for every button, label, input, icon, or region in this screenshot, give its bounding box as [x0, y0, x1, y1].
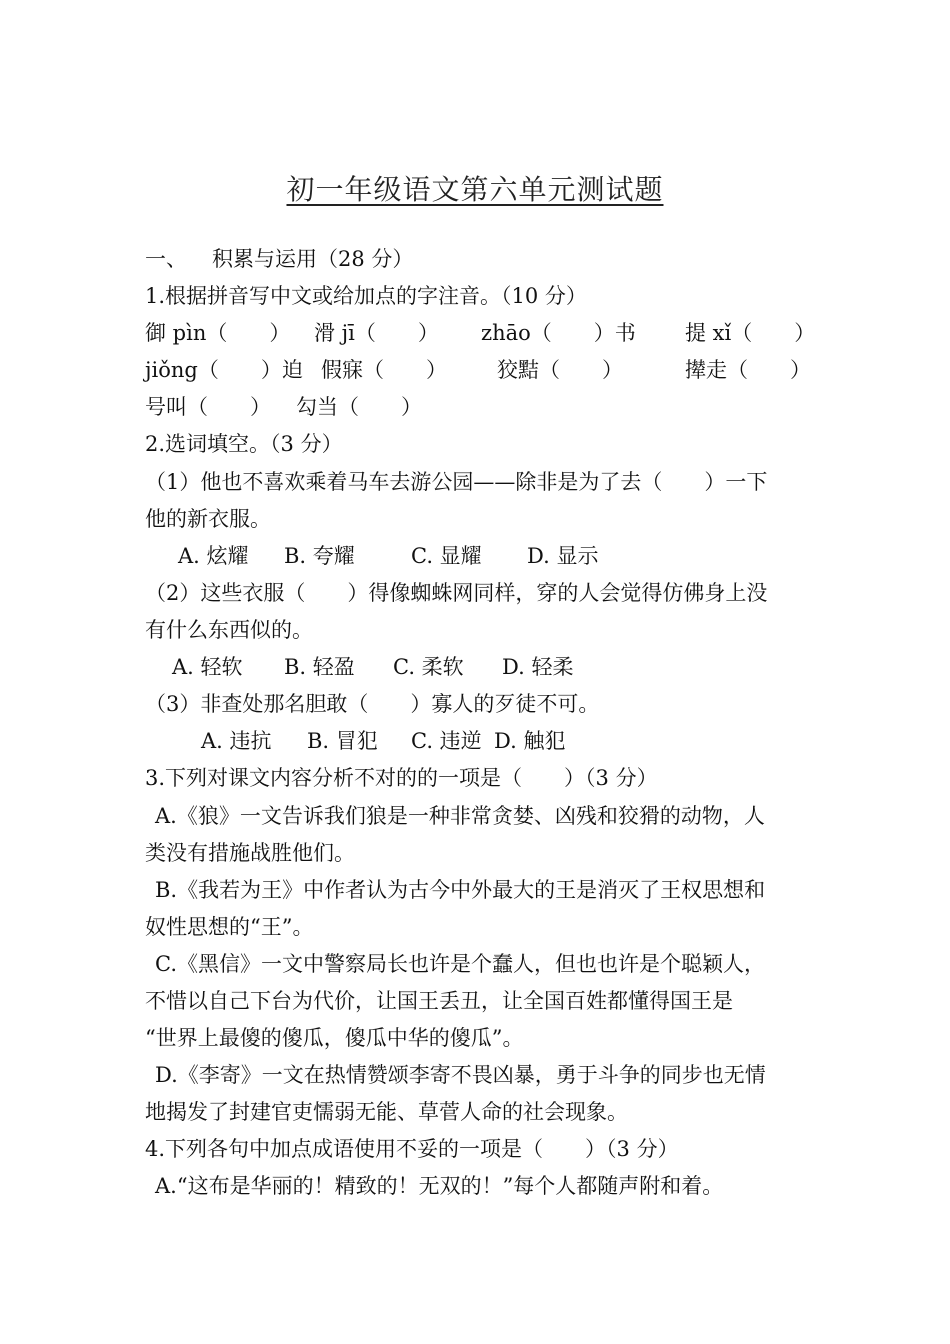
q2-sub1-options	[0, 541, 950, 571]
q2-sub1-text: （1）他也不喜欢乘着马车去游公园——除非是为了去（ ）一下	[145, 470, 768, 494]
q3-option-d-cont: 地揭发了封建官吏懦弱无能、草菅人命的社会现象。	[145, 1100, 628, 1124]
question-1-stem: 1.根据拼音写中文或给加点的字注音。（10 分）	[145, 284, 587, 308]
q1-item: 号叫（ ）	[145, 395, 271, 419]
q2-sub2-text: 有什么东西似的。	[145, 618, 313, 642]
q1-item: 滑 jī（ ）	[314, 321, 439, 345]
q1-item: 勾当（ ）	[296, 395, 422, 419]
q1-item: zhāo（ ）书	[481, 321, 636, 345]
q1-row-3	[0, 392, 950, 422]
q3-option-c-cont: “世界上最傻的傻瓜，傻瓜中华的傻瓜”。	[145, 1026, 524, 1050]
q1-item: 提 xǐ（ ）	[685, 321, 816, 345]
q2-sub3-text: （3）非查处那名胆敢（ ）寡人的歹徒不可。	[145, 692, 600, 716]
question-4-stem: 4.下列各句中加点成语使用不妥的一项是（ ）（3 分）	[145, 1137, 679, 1161]
question-3-stem: 3.下列对课文内容分析不对的的一项是（ ）（3 分）	[145, 766, 658, 790]
option: C. 违逆	[411, 729, 482, 753]
q1-item: jiǒng（ ）迫	[145, 358, 303, 382]
q3-option-b-cont: 奴性思想的“王”。	[145, 915, 314, 939]
q2-sub3-options	[0, 726, 950, 756]
q1-item: 撵走（ ）	[685, 358, 811, 382]
q3-option-a: A.《狼》一文告诉我们狼是一种非常贪婪、凶残和狡猾的动物，人	[155, 804, 765, 828]
option: D. 触犯	[494, 729, 566, 753]
option: C. 显耀	[411, 544, 482, 568]
q2-sub1-text: 他的新衣服。	[145, 507, 271, 531]
q1-item: 狡黠（ ）	[497, 358, 623, 382]
section-heading	[0, 244, 950, 274]
q1-item: 假寐（ ）	[321, 358, 447, 382]
section-number: 一、	[145, 247, 187, 271]
q3-option-c: C.《黑信》一文中警察局长也许是个蠢人，但也也许是个聪颖人，	[155, 952, 765, 976]
q1-row-1	[0, 318, 950, 348]
option: B. 夸耀	[284, 544, 355, 568]
option: B. 轻盈	[284, 655, 355, 679]
option: A. 轻软	[172, 655, 243, 679]
q1-item: 御 pìn（ ）	[145, 321, 291, 345]
page-title: 初一年级语文第六单元测试题	[286, 173, 664, 206]
q3-option-c-cont: 不惜以自己下台为代价，让国王丢丑，让全国百姓都懂得国王是	[145, 989, 733, 1013]
q1-row-2	[0, 355, 950, 385]
option: B. 冒犯	[307, 729, 378, 753]
option: D. 显示	[527, 544, 599, 568]
option: A. 违抗	[201, 729, 272, 753]
option: D. 轻柔	[502, 655, 574, 679]
section-title: 积累与运用（28 分）	[212, 247, 414, 271]
q3-option-b: B.《我若为王》中作者认为古今中外最大的王是消灭了王权思想和	[155, 878, 766, 902]
option: A. 炫耀	[178, 544, 249, 568]
question-2-stem: 2.选词填空。（3 分）	[145, 432, 343, 456]
q2-sub2-text: （2）这些衣服（ ）得像蜘蛛网同样，穿的人会觉得仿佛身上没	[145, 581, 768, 605]
q4-option-a: A.“这布是华丽的！精致的！无双的！”每个人都随声附和着。	[155, 1174, 724, 1198]
q3-option-d: D.《李寄》一文在热情赞颂李寄不畏凶暴，勇于斗争的同步也无情	[155, 1063, 766, 1087]
option: C. 柔软	[393, 655, 464, 679]
q2-sub2-options	[0, 652, 950, 682]
q3-option-a-cont: 类没有措施战胜他们。	[145, 841, 355, 865]
